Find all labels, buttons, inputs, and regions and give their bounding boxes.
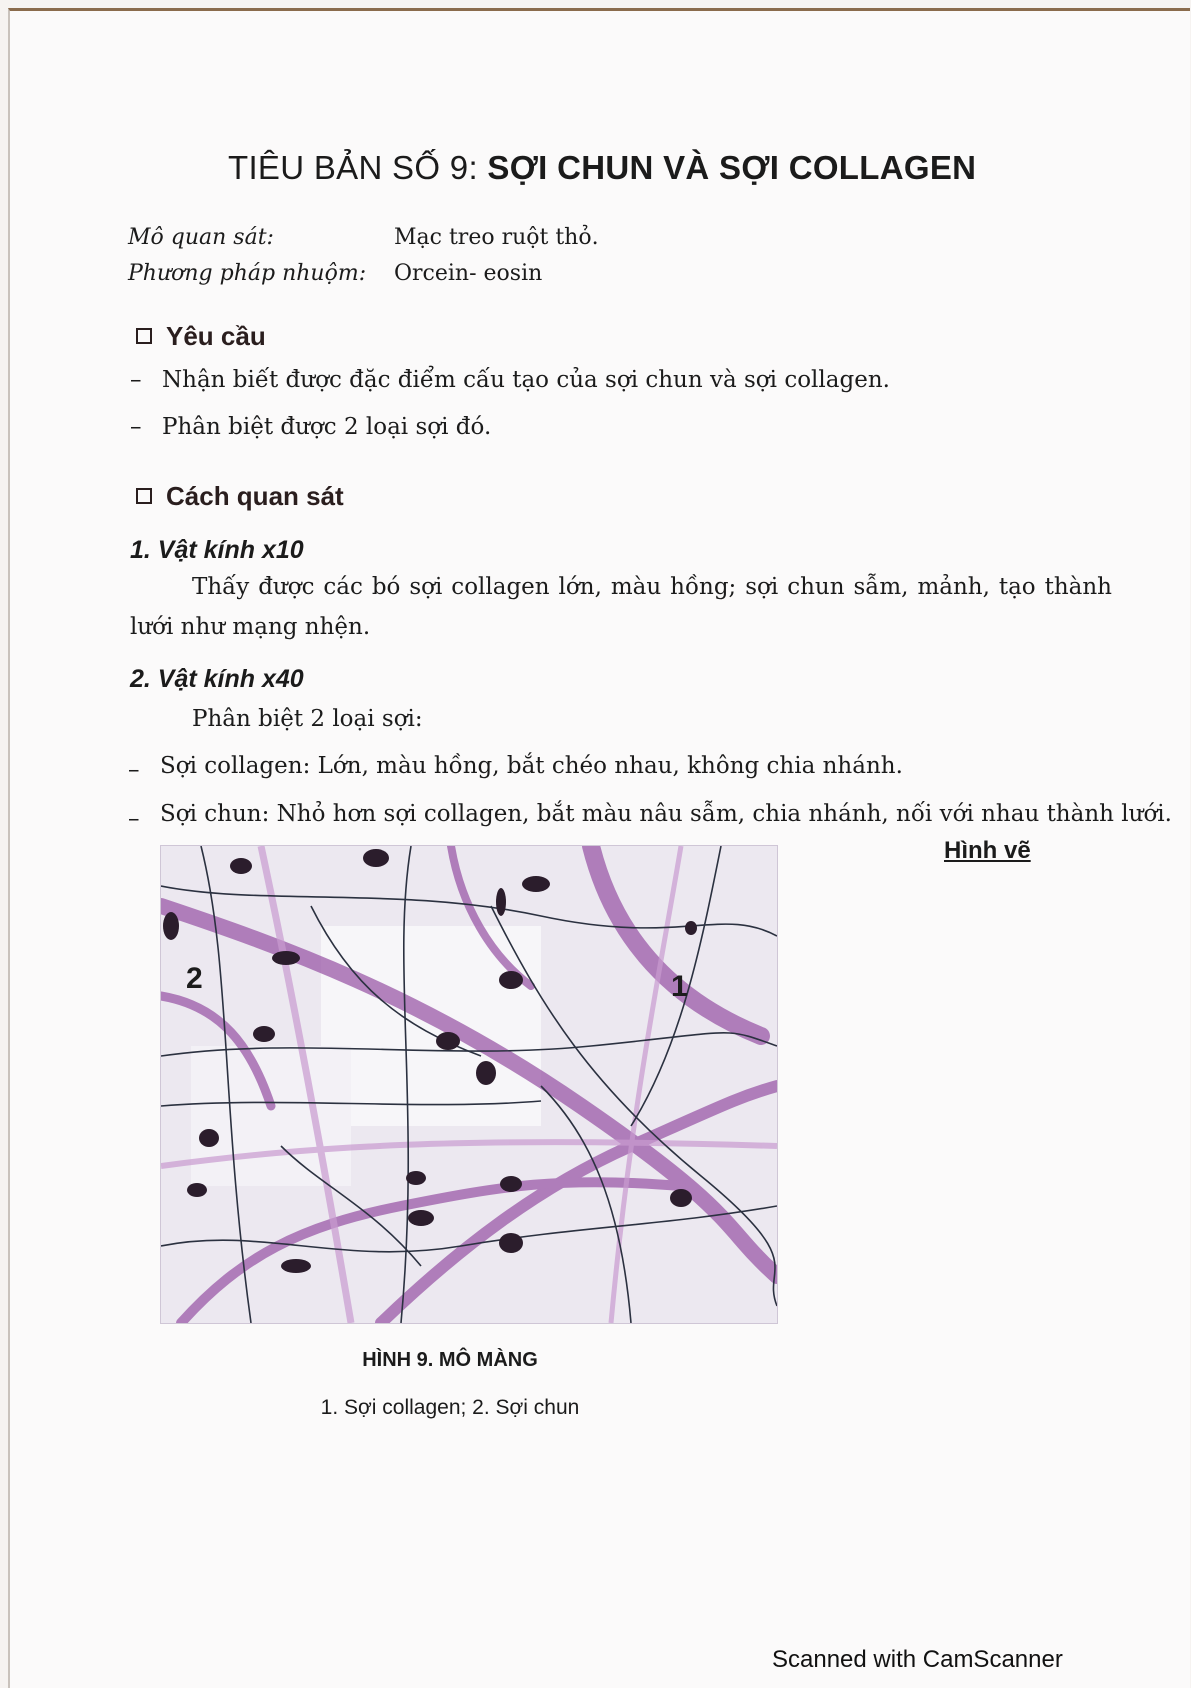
requirement-item-2: Phân biệt được 2 loại sợi đó. (162, 414, 492, 440)
checkbox-square-icon (136, 328, 152, 344)
dash-bullet: – (130, 367, 142, 393)
heading-observation-text: Cách quan sát (166, 481, 344, 511)
micrograph-svg (161, 846, 777, 1323)
step1-title: 1. Vật kính x10 (130, 536, 304, 564)
step2-item-collagen: Sợi collagen: Lớn, màu hồng, bắt chéo nhau, không chia nhánh. (160, 753, 903, 779)
dash-bullet: – (128, 757, 140, 783)
meta-label-stain: Phương pháp nhuộm: (128, 261, 367, 286)
heading-observation (136, 481, 344, 512)
micrograph-image (160, 845, 778, 1324)
title-lead: TIÊU BẢN SỐ 9: (228, 149, 478, 186)
step2-intro: Phân biệt 2 loại sợi: (192, 706, 423, 732)
meta-label-tissue: Mô quan sát: (128, 225, 274, 250)
page-title (228, 149, 976, 187)
checkbox-square-icon (136, 488, 152, 504)
figure-label-1: 1 (671, 970, 688, 1003)
meta-value-tissue: Mạc treo ruột thỏ. (394, 225, 599, 250)
dash-bullet: – (130, 414, 142, 440)
heading-requirements-text: Yêu cầu (166, 321, 266, 351)
step2-item-elastic: Sợi chun: Nhỏ hơn sợi collagen, bắt màu nâu sẫm, chia nhánh, nối với nhau thành lưới. (160, 801, 1172, 827)
figure-caption: HÌNH 9. MÔ MÀNG (362, 1349, 538, 1371)
requirement-item-1: Nhận biết được đặc điểm cấu tạo của sợi chun và sợi collagen. (162, 367, 890, 393)
dash-bullet: – (128, 806, 140, 832)
step1-text: Thấy được các bó sợi collagen lớn, màu hồng; sợi chun sẫm, mảnh, tạo thành lưới như mạng nhện. (130, 574, 1112, 640)
document-page (8, 8, 1190, 1688)
figure-legend: 1. Sợi collagen; 2. Sợi chun (320, 1396, 580, 1419)
meta-value-stain: Orcein- eosin (394, 261, 543, 286)
figure-label-2: 2 (186, 962, 203, 995)
title-main: SỢI CHUN VÀ SỢI COLLAGEN (487, 149, 977, 186)
heading-requirements (136, 321, 266, 352)
scanner-watermark: Scanned with CamScanner (772, 1646, 1063, 1673)
drawing-label: Hình vẽ (944, 837, 1031, 864)
step2-title: 2. Vật kính x40 (130, 665, 304, 693)
